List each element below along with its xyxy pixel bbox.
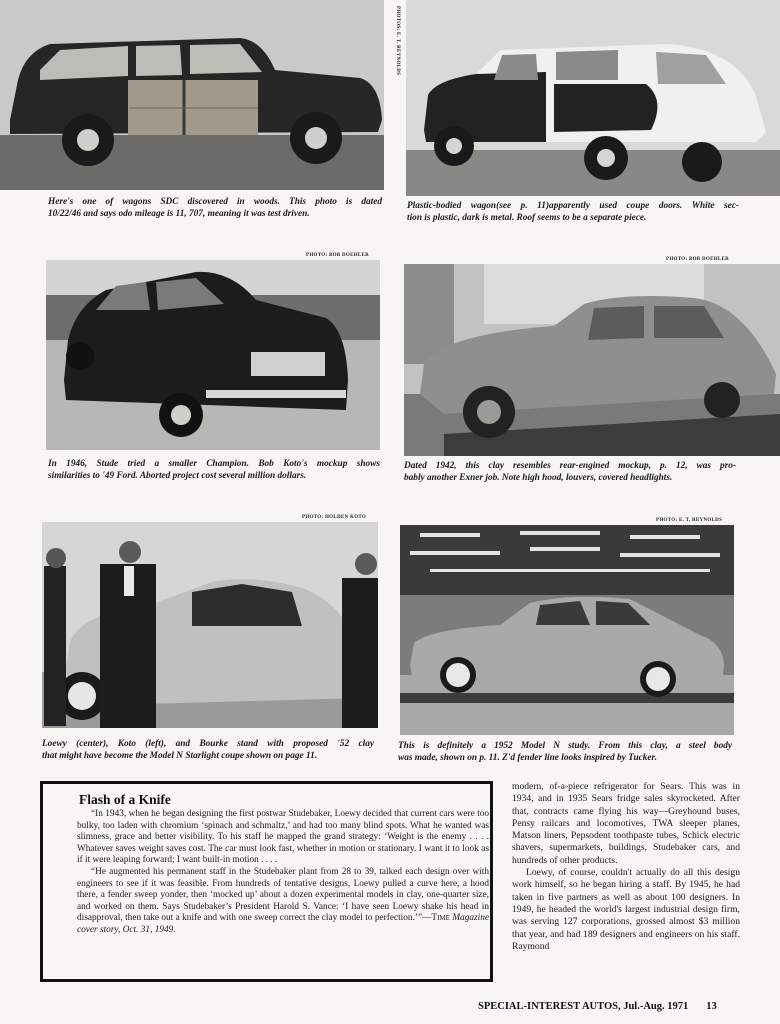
article-paragraph: modern, of-a-piece refrigerator for Sears. This was in 1934, and in 1935 Sears fridge sales skyrocketed. After that, contracts came flying his way—Greyhound buses, Pensy railcars and locomotives, TWA sleeper planes, Matson liners, Pepsodent toothpaste tubes, Schick electric shavers, supermarkets, buildings, Studebaker cars, and hundreds of other products.: [512, 781, 740, 866]
caption-line: Here's one of wagons SDC discovered in woods. This photo is dated: [48, 197, 382, 207]
sidebar-flash-of-a-knife: [40, 781, 493, 982]
caption-line: bably another Exner job. Note high hood, louvers, covered headlights.: [404, 473, 673, 483]
sidebar-paragraph: [77, 867, 489, 937]
photo-credit: PHOTO: HOLDEN KOTO: [302, 515, 367, 520]
photo-clay-1942: [404, 264, 780, 456]
caption-woodie-wagon: [48, 196, 382, 220]
sidebar-body: [77, 809, 489, 937]
caption-line: Dated 1942, this clay resembles rear-engined mockup, p. 12, was pro-: [404, 461, 736, 471]
page-number: 13: [706, 1001, 717, 1012]
caption-line: similarities to '49 Ford. Aborted project cost several million dollars.: [48, 471, 307, 481]
caption-loewy-clay: [42, 738, 374, 762]
source-citation: Magazine cover story, Oct. 31, 1949.: [77, 913, 489, 935]
caption-clay-1942: [404, 460, 736, 484]
caption-line: Plastic-bodied wagon(see p. 11)apparently used coupe doors. White sec-: [407, 201, 739, 211]
caption-line: Loewy (center), Koto (left), and Bourke stand with proposed '52 clay: [42, 739, 374, 749]
caption-line: was made, shown on p. 11. Z'd fender line looks inspired by Tucker.: [398, 753, 657, 763]
sidebar-title: Flash of a Knife: [79, 792, 171, 807]
caption-line: tion is plastic, dark is metal. Roof seems to be a separate piece.: [407, 213, 647, 223]
photo-credit: PHOTO: BOB DOEHLER: [666, 257, 730, 262]
publication-name: SPECIAL-INTEREST AUTOS, Jul.-Aug. 1971: [478, 1001, 689, 1012]
caption-line: that might have become the Model N Starlight coupe shown on page 11.: [42, 751, 318, 761]
photo-credit: PHOTOS: E. T. REYNOLDS: [395, 6, 400, 76]
photo-plastic-wagon: [406, 0, 780, 196]
caption-model-n: [398, 740, 732, 764]
caption-plastic-wagon: [407, 200, 739, 224]
caption-line: In 1946, Stude tried a smaller Champion. Bob Koto's mockup shows: [48, 459, 380, 469]
sidebar-paragraph: “In 1943, when he began designing the first postwar Studebaker, Loewy decided that current cars were too bulky, too laden with chromium ‘spinach and schmaltz,’ and had too many blind spots. What he wanted was slimness, grace and better visibility. To his staff he mapped the grand strategy: ‘Weight is the enemy . . . . Whatever saves weight saves cost. The car must look fast, whether in motion or stationary. I want it to look as if it were leaping forward; I want built-in motion . . . .: [77, 809, 489, 866]
source-name: Time: [431, 913, 450, 924]
photo-loewy-clay: [42, 522, 378, 728]
sidebar-paragraph-text: “He augmented his permanent staff in the Studebaker plant from 28 to 39, talked each design over with engineers to see if it was feasible. From hundreds of tentative designs, Loewy pulled a curve here, a hood there, a fender sweep yonder, then ‘mocked up’ about a dozen experimental models in clay, one-quarter size, and worked on them. Says Studebaker’s President Harold S. Vance: ‘I have seen Loewy shake his head in disapproval, then take out a knife and with one sweep correct the clay model to perfection.’”—: [77, 866, 489, 924]
article-column: [512, 781, 740, 953]
photo-credit: PHOTO: BOB DOEHLER: [306, 253, 370, 258]
caption-champion-mockup: [48, 458, 380, 482]
photo-credit: PHOTO: E. T. REYNOLDS: [656, 518, 723, 523]
photo-model-n: [400, 525, 734, 735]
page-footer: [478, 1001, 717, 1012]
photo-champion-mockup: [46, 260, 380, 450]
caption-line: 10/22/46 and says odo mileage is 11, 707, meaning it was test driven.: [48, 209, 310, 219]
caption-line: This is definitely a 1952 Model N study. From this clay, a steel body: [398, 741, 732, 751]
article-paragraph: Loewy, of course, couldn't actually do all this design work himself, so he began hiring a staff. By 1945, he had taken in five partners as well as about 100 designers. In 1949, he headed the world's largest industrial design firm, was serving 127 corporations, grossed almost $3 million that year, and had 189 designers and engineers on his staff. Raymond: [512, 867, 740, 952]
photo-woodie-wagon: [0, 0, 384, 190]
